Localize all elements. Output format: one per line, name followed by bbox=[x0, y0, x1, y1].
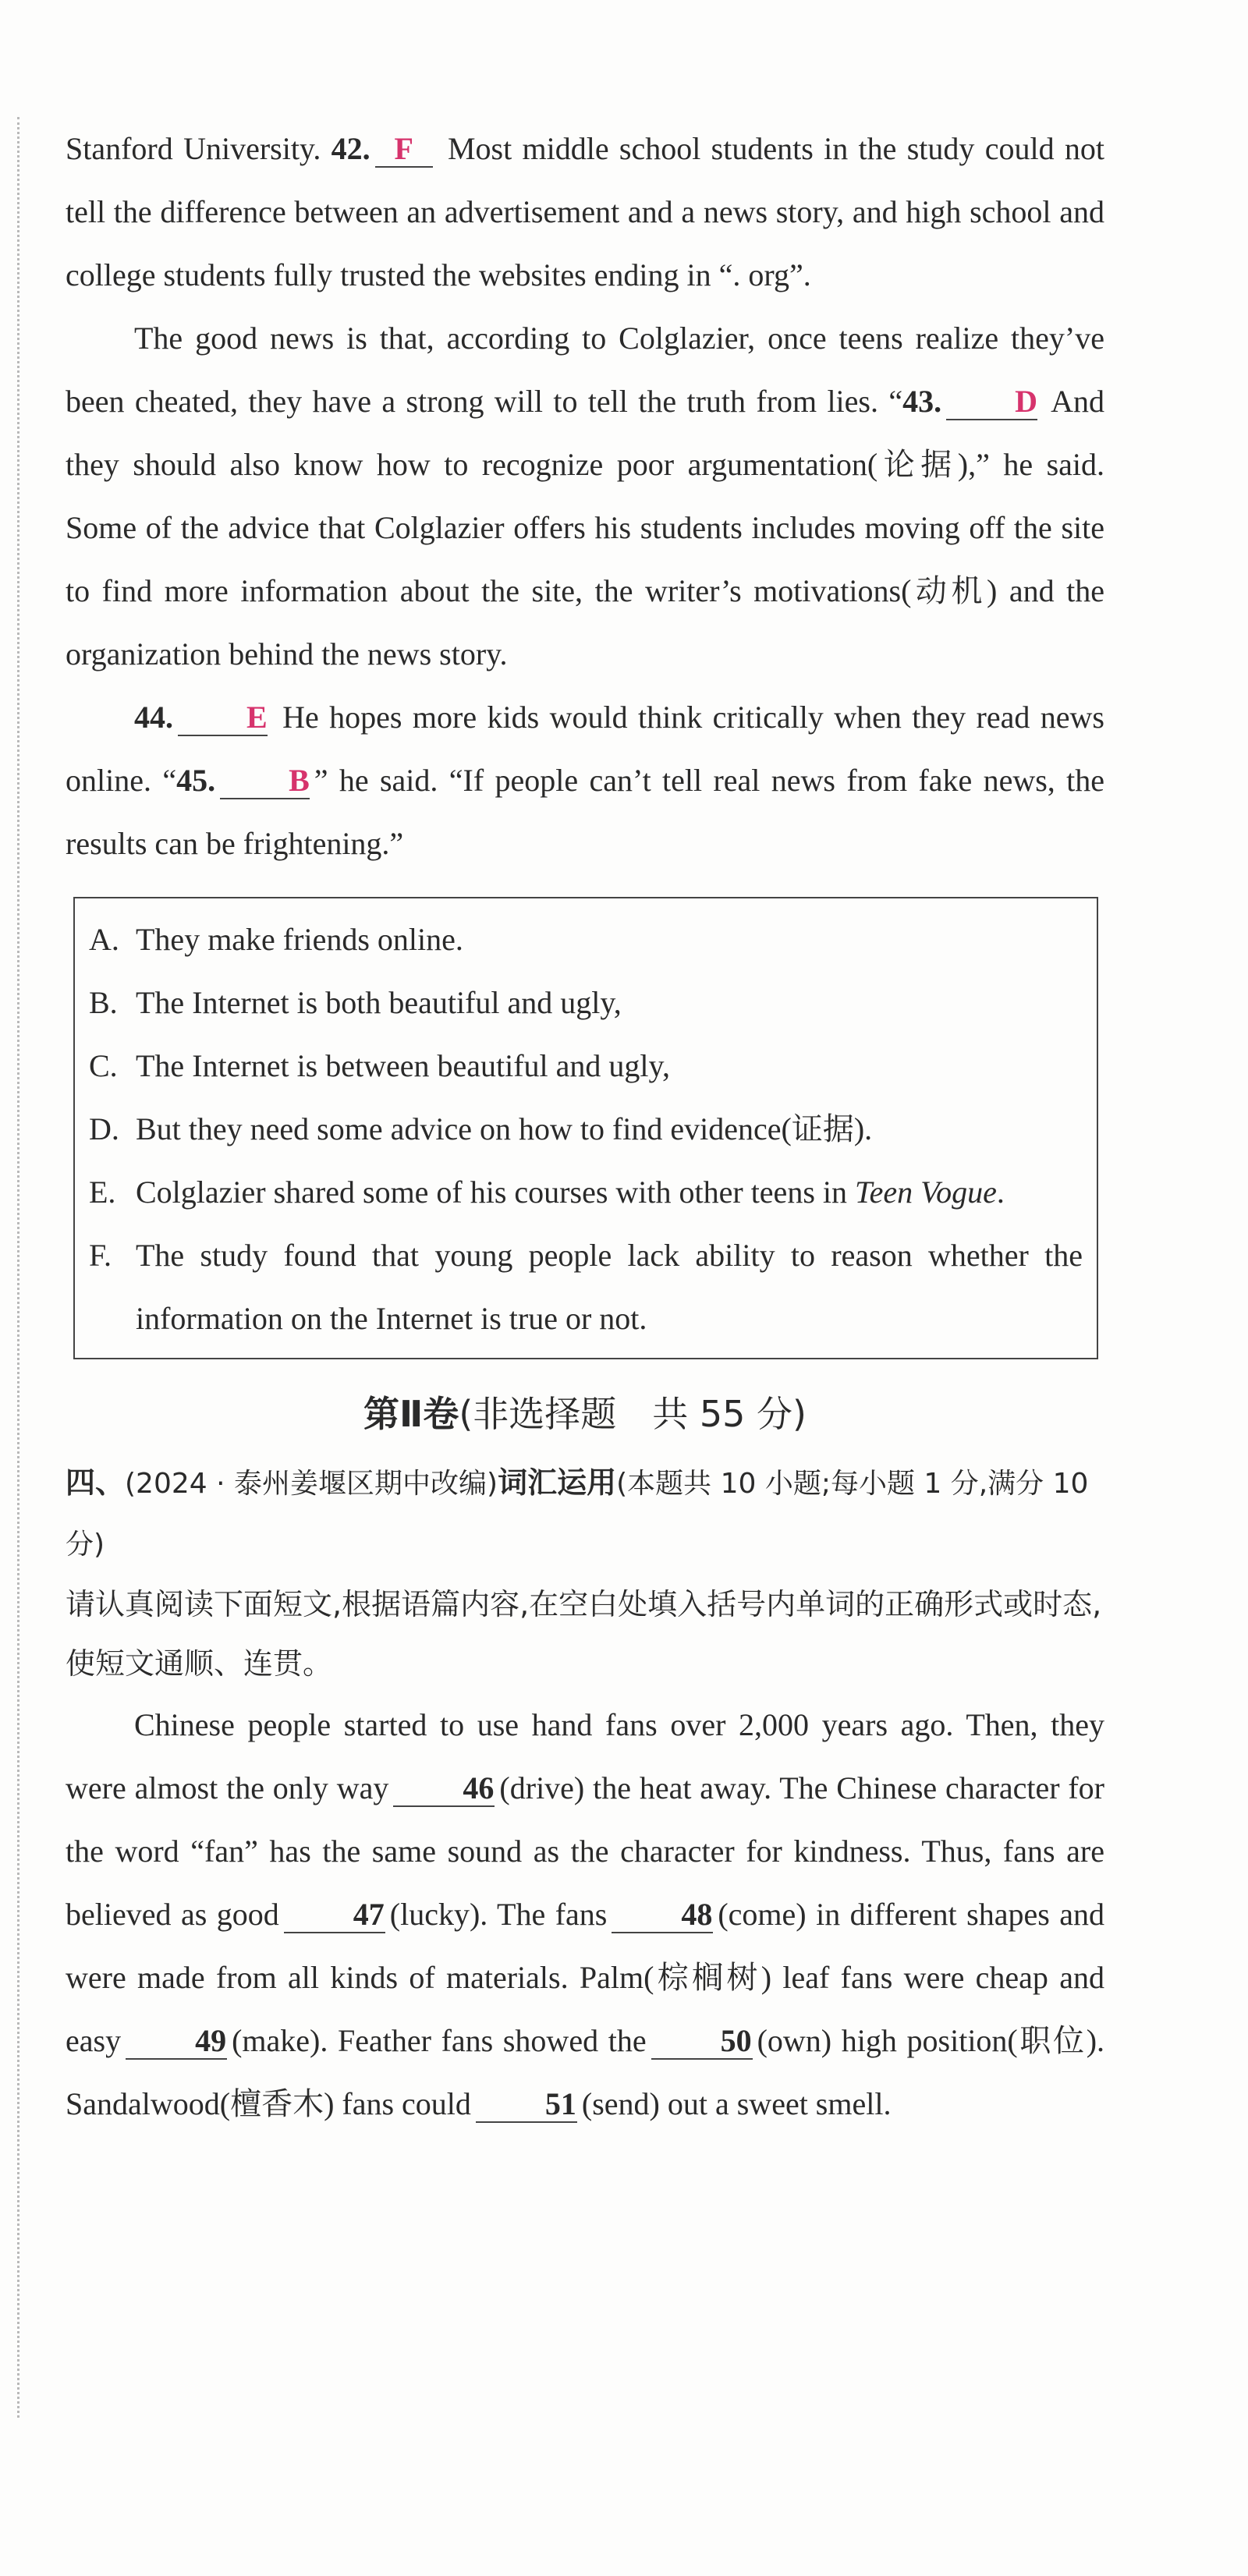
question-number-43: 43. bbox=[902, 384, 942, 419]
answer-42: F bbox=[375, 132, 433, 168]
blank-47[interactable]: 47 bbox=[284, 1897, 385, 1933]
options-box bbox=[73, 897, 1098, 1359]
section-title: 第Ⅱ卷(非选择题 共 55 分) bbox=[363, 1393, 807, 1435]
part-4-instruction: 请认真阅读下面短文,根据语篇内容,在空白处填入括号内单词的正确形式或时态,使短文通顺、连贯。 bbox=[66, 1587, 1102, 1681]
blank-50[interactable]: 50 bbox=[651, 2024, 753, 2060]
answer-45: B bbox=[220, 764, 310, 799]
binding-dotted-line bbox=[17, 117, 20, 2418]
option-f: F. The study found that young people lack ability to reason whether the information on the Internet is true or not. bbox=[89, 1238, 1083, 1336]
blank-48[interactable]: 48 bbox=[612, 1897, 713, 1933]
blank-51[interactable]: 51 bbox=[476, 2087, 577, 2123]
answer-44: E bbox=[178, 700, 268, 736]
paragraph-2: The good news is that, according to Colglazier, once teens realize they’ve been cheated, they have a strong will to tell the truth from lies. “43. D And they should also know how to recognize poor argumentation(论据),” he said. Some of the advice that Colglazier offers his students includes moving off the site to find more information about the site, the writer’s motivations(动机) and the organization behind the news story. bbox=[66, 321, 1105, 671]
option-b: B. The Internet is both beautiful and ugly, bbox=[89, 985, 622, 1020]
question-number-45: 45. bbox=[176, 763, 216, 798]
answer-43: D bbox=[946, 384, 1037, 420]
question-number-42: 42. bbox=[331, 131, 370, 166]
content bbox=[66, 117, 1104, 2135]
paragraph-1: Stanford University. 42. F Most middle school students in the study could not tell the difference between an advertisement and a news story, and high school and college students fully trusted the websites ending in “. org”. bbox=[66, 131, 1104, 292]
paragraph-fans: Chinese people started to use hand fans over 2,000 years ago. Then, they were almost the only way 46 (drive) the heat away. The Chinese character for the word “fan” has the same sound as the character for kindness. Thus, fans are believed as good 47 (lucky). The fans 48 (come) in different shapes and were made from all kinds of materials. Palm(棕榈树) leaf fans were cheap and easy 49 (make). Feather fans showed the 50 (own) high position(职位). Sandalwood(檀香木) fans could 51 (send) out a sweet smell. bbox=[66, 1707, 1105, 2121]
option-d: D. But they need some advice on how to find evidence(证据). bbox=[89, 1111, 873, 1146]
question-number-44: 44. bbox=[134, 700, 173, 735]
option-c: C. The Internet is between beautiful and ugly, bbox=[89, 1048, 670, 1083]
part-4-heading: 四、(2024 · 泰州姜堰区期中改编)词汇运用(本题共 10 小题;每小题 1 分,满分 10 分) bbox=[66, 1465, 1089, 1561]
blank-49[interactable]: 49 bbox=[126, 2024, 227, 2060]
blank-46[interactable]: 46 bbox=[393, 1771, 495, 1807]
paragraph-3: 44. E He hopes more kids would think critically when they read news online. “45. B ” he said. “If people can’t tell real news from fake news, the results can be frightening.” bbox=[66, 700, 1105, 861]
option-a: A. They make friends online. bbox=[89, 922, 463, 957]
option-e: E. Colglazier shared some of his courses with other teens in Teen Vogue. bbox=[89, 1175, 1005, 1210]
